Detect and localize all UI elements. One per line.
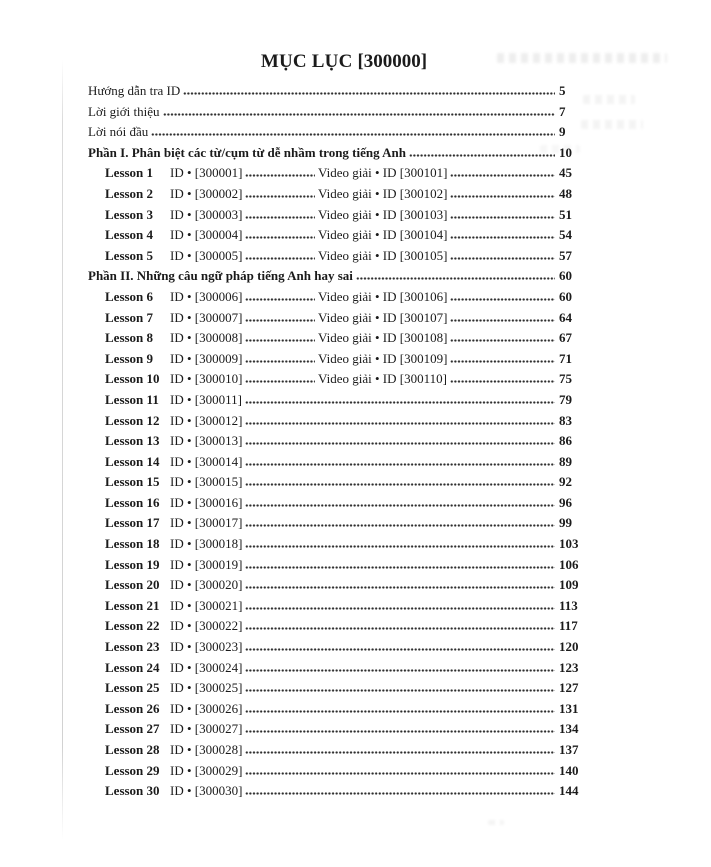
dotted-leader — [245, 792, 555, 795]
video-id: Video giải • ID [300104] — [318, 227, 448, 243]
dotted-leader — [245, 751, 555, 754]
toc-row-lesson — [88, 701, 586, 722]
dotted-leader — [245, 648, 555, 651]
page-edge-line — [62, 60, 63, 840]
dotted-leader — [409, 154, 555, 157]
dotted-leader — [245, 442, 555, 445]
lesson-id-cell — [170, 330, 318, 345]
video-id: Video giải • ID [300110] — [318, 371, 447, 387]
toc-entry-list — [88, 83, 586, 804]
lesson-label: Lesson 19 — [105, 556, 160, 572]
lesson-label: Lesson 2 — [105, 185, 154, 201]
dotted-leader — [356, 277, 555, 280]
toc-row-lesson — [88, 310, 586, 331]
dotted-leader — [450, 298, 555, 301]
toc-row-lesson — [88, 330, 586, 351]
toc-row-lesson — [88, 433, 586, 454]
lesson-id-cell — [170, 310, 318, 325]
lesson-id: ID • [300004] — [170, 227, 243, 243]
page-number: 48 — [559, 185, 572, 201]
dotted-leader — [245, 174, 315, 177]
dotted-leader — [245, 422, 555, 425]
lesson-id: ID • [300010] — [170, 371, 243, 387]
lesson-id: ID • [300016] — [170, 494, 243, 510]
dotted-leader — [245, 319, 315, 322]
page-number: 134 — [559, 721, 579, 737]
page-number: 117 — [559, 618, 578, 634]
lesson-id: ID • [300002] — [170, 185, 243, 201]
lesson-label: Lesson 23 — [105, 639, 160, 655]
lesson-label: Lesson 11 — [105, 391, 159, 407]
toc-title-id: [300000] — [357, 51, 428, 72]
lesson-id-cell — [170, 248, 318, 263]
lesson-label: Lesson 3 — [105, 206, 154, 222]
dotted-leader — [163, 113, 555, 116]
lesson-label: Lesson 27 — [105, 721, 160, 737]
lesson-id-cell — [170, 289, 318, 304]
bleedthrough-artifact — [488, 820, 504, 825]
video-id: Video giải • ID [300109] — [318, 350, 448, 366]
toc-row-lesson — [88, 515, 586, 536]
lesson-label: Lesson 5 — [105, 247, 154, 263]
dotted-leader — [245, 772, 555, 775]
lesson-id: ID • [300008] — [170, 330, 243, 346]
page-number: 140 — [559, 762, 579, 778]
dotted-leader — [245, 689, 555, 692]
lesson-id: ID • [300009] — [170, 350, 243, 366]
lesson-id-cell — [170, 227, 318, 242]
toc-row-lesson — [88, 165, 586, 186]
toc-row-lesson — [88, 413, 586, 434]
lesson-label: Lesson 21 — [105, 597, 160, 613]
dotted-leader — [245, 401, 555, 404]
toc-row-lesson — [88, 248, 586, 269]
entry-label: Phần I. Phân biệt các từ/cụm từ dễ nhầm trong tiếng Anh — [88, 144, 406, 160]
page-number: 123 — [559, 659, 579, 675]
dotted-leader — [245, 380, 315, 383]
dotted-leader — [151, 133, 555, 136]
page-number: 9 — [559, 124, 566, 140]
lesson-id: ID • [300011] — [170, 391, 242, 407]
dotted-leader — [245, 360, 315, 363]
lesson-label: Lesson 12 — [105, 412, 160, 428]
lesson-label: Lesson 10 — [105, 371, 160, 387]
lesson-label: Lesson 28 — [105, 742, 160, 757]
page-number: 54 — [559, 227, 572, 243]
dotted-leader — [245, 566, 555, 569]
dotted-leader — [450, 360, 555, 363]
lesson-id: ID • [300023] — [170, 639, 243, 655]
lesson-id-cell — [170, 351, 318, 366]
lesson-label: Lesson 20 — [105, 577, 160, 593]
toc-row-lesson — [88, 598, 586, 619]
dotted-leader — [450, 380, 555, 383]
page-number: 7 — [559, 103, 566, 119]
lesson-id: ID • [300018] — [170, 536, 243, 552]
page-number: 79 — [559, 391, 572, 407]
lesson-id: ID • [300013] — [170, 433, 243, 449]
toc-row-lesson — [88, 783, 586, 804]
video-id: Video giải • ID [300108] — [318, 330, 448, 346]
page-number: 109 — [559, 577, 579, 593]
page-number: 60 — [559, 268, 572, 284]
toc-row-lesson — [88, 186, 586, 207]
toc-row-lesson — [88, 721, 586, 742]
page-number: 99 — [559, 515, 572, 531]
entry-label: Lời nói đầu — [88, 124, 149, 140]
lesson-label: Lesson 8 — [105, 330, 154, 346]
page-number: 89 — [559, 453, 572, 469]
lesson-label: Lesson 30 — [105, 783, 160, 799]
dotted-leader — [245, 586, 555, 589]
lesson-id: ID • [300005] — [170, 247, 243, 263]
toc-row-lesson — [88, 536, 586, 557]
page-number: 106 — [559, 556, 579, 572]
page-number: 57 — [559, 247, 572, 263]
video-id: Video giải • ID [300103] — [318, 206, 448, 222]
dotted-leader — [245, 504, 555, 507]
lesson-id-cell — [170, 371, 318, 386]
video-id: Video giải • ID [300105] — [318, 247, 448, 263]
lesson-id: ID • [300006] — [170, 288, 243, 304]
page-number: 75 — [559, 371, 572, 387]
toc-row-section — [88, 268, 586, 289]
toc-row-lesson — [88, 495, 586, 516]
lesson-id-cell — [170, 186, 318, 201]
lesson-id: ID • [300027] — [170, 721, 243, 737]
dotted-leader — [245, 710, 555, 713]
toc-row-lesson — [88, 680, 586, 701]
dotted-leader — [245, 298, 315, 301]
dotted-leader — [450, 339, 555, 342]
entry-label: Phần II. Những câu ngữ pháp tiếng Anh hay sai — [88, 268, 353, 284]
bleedthrough-artifact — [581, 120, 643, 129]
lesson-id: ID • [300017] — [170, 515, 243, 531]
page-number: 86 — [559, 433, 572, 449]
toc-row-front — [88, 83, 586, 104]
page-number: 67 — [559, 330, 572, 346]
lesson-id: ID • [300022] — [170, 618, 243, 634]
lesson-label: Lesson 1 — [105, 165, 154, 181]
dotted-leader — [450, 195, 555, 198]
page-number: 113 — [559, 597, 578, 613]
page-number: 5 — [559, 83, 566, 98]
toc-row-lesson — [88, 454, 586, 475]
video-id: Video giải • ID [300107] — [318, 309, 448, 325]
bleedthrough-artifact — [583, 95, 635, 104]
toc-row-lesson — [88, 577, 586, 598]
lesson-id: ID • [300019] — [170, 556, 243, 572]
page-number: 45 — [559, 165, 572, 181]
toc-row-lesson — [88, 289, 586, 310]
dotted-leader — [245, 339, 315, 342]
dotted-leader — [245, 236, 315, 239]
lesson-label: Lesson 6 — [105, 288, 154, 304]
lesson-label: Lesson 15 — [105, 474, 160, 490]
dotted-leader — [245, 524, 555, 527]
lesson-label: Lesson 7 — [105, 309, 154, 325]
lesson-id: ID • [300028] — [170, 742, 243, 757]
entry-label: Lời giới thiệu — [88, 103, 160, 119]
lesson-id: ID • [300014] — [170, 453, 243, 469]
page-number: 96 — [559, 494, 572, 510]
page-number: 83 — [559, 412, 572, 428]
toc-row-front — [88, 104, 586, 125]
lesson-id: ID • [300001] — [170, 165, 243, 181]
page-number: 92 — [559, 474, 572, 490]
toc-row-lesson — [88, 207, 586, 228]
toc-title-text: MỤC LỤC — [260, 51, 353, 72]
dotted-leader — [245, 607, 555, 610]
dotted-leader — [245, 545, 555, 548]
lesson-id: ID • [300026] — [170, 700, 243, 716]
lesson-id: ID • [300025] — [170, 680, 243, 696]
lesson-id: ID • [300030] — [170, 783, 243, 799]
video-id: Video giải • ID [300101] — [318, 165, 448, 181]
page-number: 127 — [559, 680, 579, 696]
lesson-label: Lesson 9 — [105, 350, 154, 366]
dotted-leader — [450, 257, 555, 260]
lesson-id: ID • [300029] — [170, 762, 243, 778]
toc-row-lesson — [88, 227, 586, 248]
page-number: 103 — [559, 536, 579, 552]
lesson-label: Lesson 29 — [105, 762, 160, 778]
lesson-id: ID • [300012] — [170, 412, 243, 428]
toc-content — [88, 50, 586, 804]
lesson-label: Lesson 17 — [105, 515, 160, 531]
dotted-leader — [245, 195, 315, 198]
lesson-id: ID • [300024] — [170, 659, 243, 675]
page-number: 10 — [559, 144, 572, 160]
toc-row-lesson — [88, 474, 586, 495]
page-number: 144 — [559, 783, 579, 799]
lesson-label: Lesson 14 — [105, 453, 160, 469]
toc-row-lesson — [88, 618, 586, 639]
dotted-leader — [450, 319, 555, 322]
page-number: 60 — [559, 288, 572, 304]
lesson-id: ID • [300020] — [170, 577, 243, 593]
toc-row-lesson — [88, 639, 586, 660]
toc-row-section — [88, 145, 586, 166]
dotted-leader — [245, 463, 555, 466]
lesson-label: Lesson 16 — [105, 494, 160, 510]
video-id: Video giải • ID [300106] — [318, 288, 448, 304]
dotted-leader — [245, 216, 315, 219]
dotted-leader — [245, 730, 555, 733]
dotted-leader — [450, 174, 555, 177]
dotted-leader — [183, 92, 555, 95]
dotted-leader — [245, 483, 555, 486]
lesson-id: ID • [300007] — [170, 309, 243, 325]
lesson-id-cell — [170, 207, 318, 222]
page-title — [88, 50, 586, 73]
toc-row-lesson — [88, 742, 586, 763]
entry-label: Hướng dẫn tra ID — [88, 83, 181, 98]
lesson-label: Lesson 25 — [105, 680, 160, 696]
lesson-label: Lesson 26 — [105, 700, 160, 716]
page-number: 120 — [559, 639, 579, 655]
lesson-id: ID • [300003] — [170, 206, 243, 222]
dotted-leader — [450, 216, 555, 219]
toc-row-lesson — [88, 371, 586, 392]
lesson-id: ID • [300015] — [170, 474, 243, 490]
toc-row-front — [88, 124, 586, 145]
toc-row-lesson — [88, 557, 586, 578]
page-number: 137 — [559, 742, 579, 757]
toc-row-lesson — [88, 351, 586, 372]
page-number: 71 — [559, 350, 572, 366]
lesson-label: Lesson 22 — [105, 618, 160, 634]
dotted-leader — [450, 236, 555, 239]
video-id: Video giải • ID [300102] — [318, 185, 448, 201]
page-number: 131 — [559, 700, 579, 716]
lesson-id: ID • [300021] — [170, 597, 243, 613]
lesson-label: Lesson 18 — [105, 536, 160, 552]
lesson-label: Lesson 24 — [105, 659, 160, 675]
lesson-label: Lesson 4 — [105, 227, 154, 243]
toc-row-lesson — [88, 392, 586, 413]
dotted-leader — [245, 669, 555, 672]
page-number: 51 — [559, 206, 572, 222]
lesson-id-cell — [170, 165, 318, 180]
page-number: 64 — [559, 309, 572, 325]
dotted-leader — [245, 257, 315, 260]
dotted-leader — [245, 627, 555, 630]
toc-row-lesson — [88, 763, 586, 784]
lesson-label: Lesson 13 — [105, 433, 160, 449]
toc-row-lesson — [88, 660, 586, 681]
